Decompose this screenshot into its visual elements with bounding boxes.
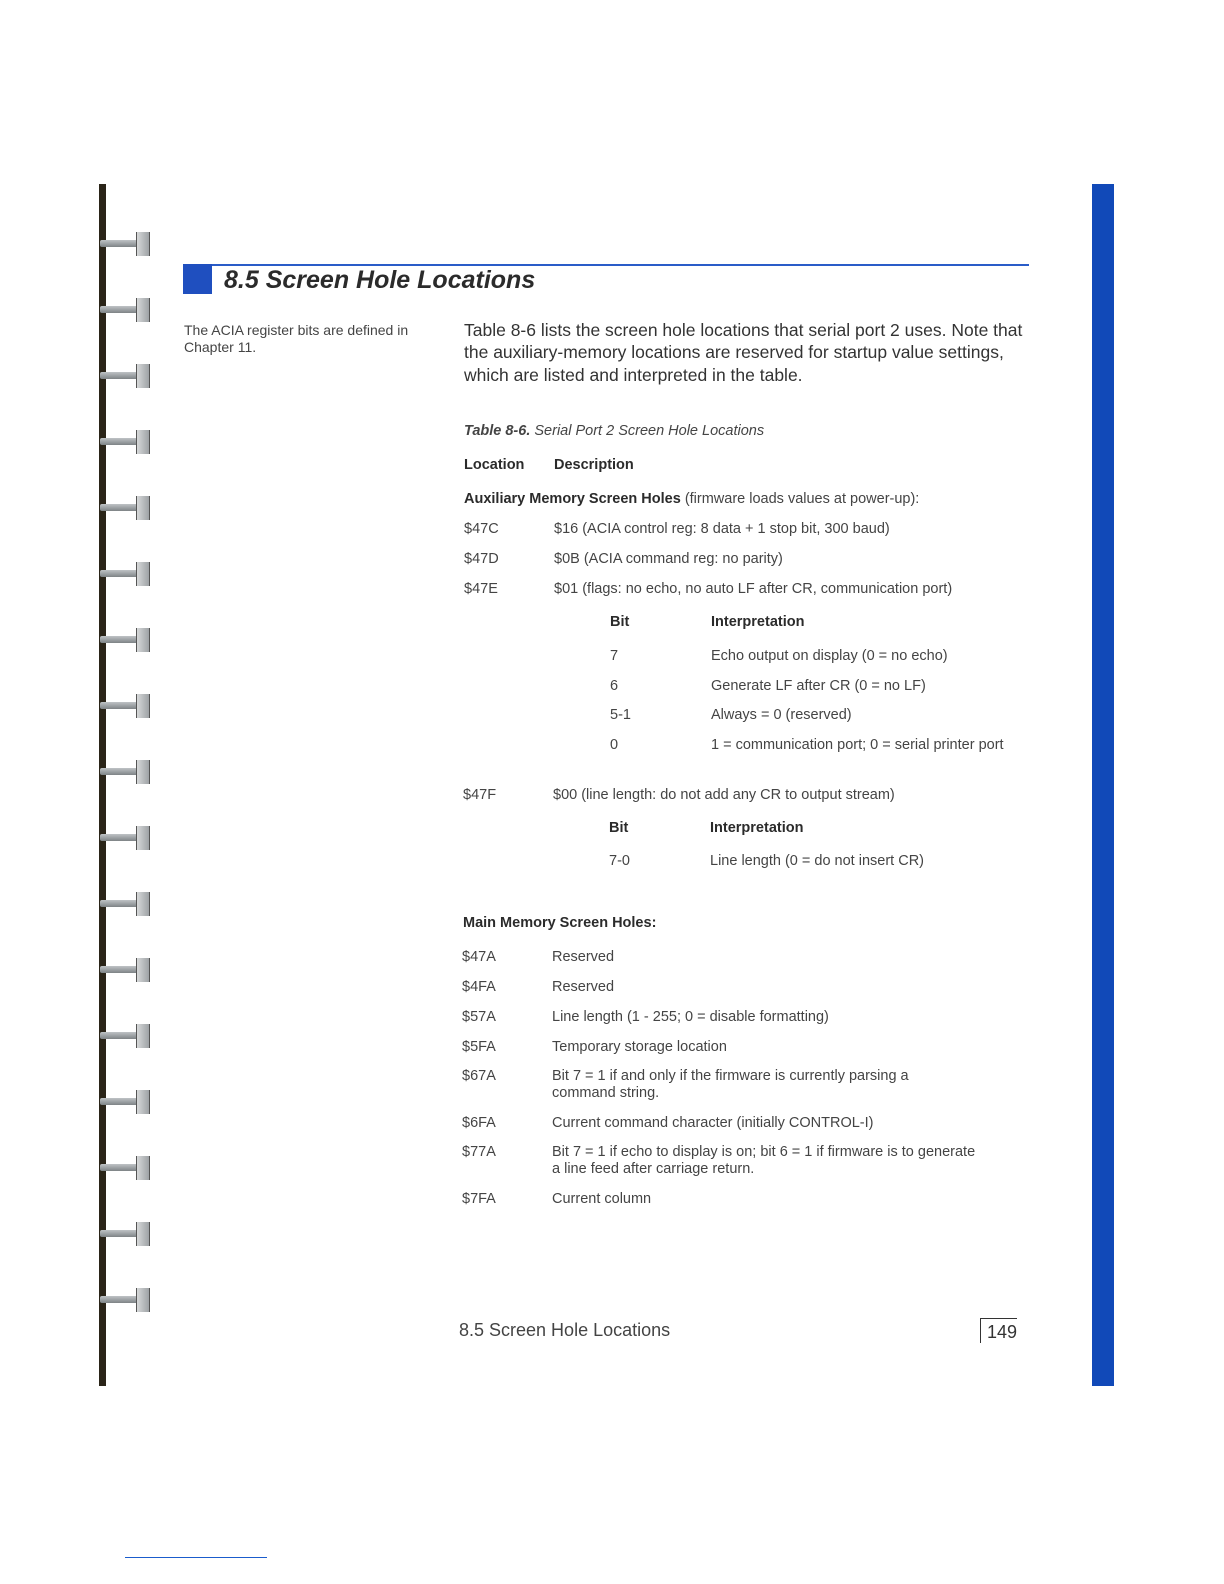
aux-description: $0B (ACIA command reg: no parity) (554, 551, 783, 567)
binding-coil (100, 760, 150, 786)
binding-coil (100, 562, 150, 588)
interpretation-header: Interpretation (711, 614, 805, 630)
table-caption-label: Table 8-6. (464, 423, 531, 439)
bit-interpretation: Always = 0 (reserved) (711, 707, 852, 723)
table-caption-text: Serial Port 2 Screen Hole Locations (530, 423, 765, 439)
interpretation-header: Interpretation (710, 820, 804, 836)
section-title: 8.5 Screen Hole Locations (224, 266, 536, 294)
aux-description: $00 (line length: do not add any CR to output stream) (553, 787, 895, 803)
aux-location: $47C (464, 521, 499, 537)
footer-section-title: 8.5 Screen Hole Locations (459, 1320, 671, 1340)
bit-interpretation: Line length (0 = do not insert CR) (710, 853, 924, 869)
binding-coil (100, 298, 150, 324)
description-header: Description (554, 457, 634, 473)
aux-section-note: (firmware loads values at power-up): (680, 491, 920, 507)
main-location: $5FA (462, 1039, 496, 1055)
main-description: Line length (1 - 255; 0 = disable formatting) (552, 1009, 829, 1025)
binding-coil (100, 1222, 150, 1248)
aux-description: $01 (flags: no echo, no auto LF after CR, communication port) (554, 581, 953, 597)
bottom-rule (125, 1557, 267, 1558)
bit-value: 7 (610, 648, 619, 664)
main-location: $7FA (462, 1191, 496, 1207)
main-description: Current column (552, 1191, 652, 1207)
heading-marker (183, 264, 212, 294)
page-edge-tab (1092, 184, 1114, 1386)
page-number: 149 (980, 1318, 1017, 1343)
aux-location: $47D (464, 551, 499, 567)
main-section-title: Main Memory Screen Holes: (463, 915, 657, 931)
main-location: $6FA (462, 1115, 496, 1131)
main-location: $57A (462, 1009, 496, 1025)
table-caption (464, 423, 764, 439)
bit-header: Bit (609, 820, 629, 836)
bit-interpretation: 1 = communication port; 0 = serial printer port (711, 737, 1004, 753)
binding-coil (100, 1288, 150, 1314)
bit-interpretation: Generate LF after CR (0 = no LF) (711, 678, 926, 694)
main-description: Bit 7 = 1 if and only if the firmware is currently parsing a command string. (552, 1068, 909, 1101)
bit-value: 0 (610, 737, 619, 753)
main-location: $4FA (462, 979, 496, 995)
binding-coil (100, 1090, 150, 1116)
aux-location: $47E (464, 581, 498, 597)
main-location: $67A (462, 1068, 496, 1084)
binding-coil (100, 364, 150, 390)
binding-coil (100, 496, 150, 522)
intro-paragraph: Table 8-6 lists the screen hole locations that serial port 2 uses. Note that the auxiliary-memory locations are reserved for startup value settings, which are listed and interpreted in the table. (464, 320, 1023, 385)
main-description: Bit 7 = 1 if echo to display is on; bit 6 = 1 if firmware is to generate a line feed after carriage return. (552, 1144, 976, 1177)
aux-location: $47F (463, 787, 497, 803)
margin-note: The ACIA register bits are defined in Chapter 11. (184, 322, 409, 355)
main-location: $47A (462, 949, 496, 965)
location-header: Location (464, 457, 525, 473)
binding-coil (100, 628, 150, 654)
bit-interpretation: Echo output on display (0 = no echo) (711, 648, 948, 664)
binding-coil (100, 826, 150, 852)
main-location: $77A (462, 1144, 496, 1160)
binding-coil (100, 1156, 150, 1182)
main-description: Temporary storage location (552, 1039, 727, 1055)
main-description: Reserved (552, 979, 615, 995)
binding-coil (100, 1024, 150, 1050)
binding-coil (100, 232, 150, 258)
bit-value: 7-0 (609, 853, 630, 869)
aux-description: $16 (ACIA control reg: 8 data + 1 stop bit, 300 baud) (554, 521, 890, 537)
binding-coil (100, 892, 150, 918)
bit-value: 6 (610, 678, 619, 694)
main-description: Current command character (initially CONTROL-I) (552, 1115, 874, 1131)
binding-coil (100, 694, 150, 720)
binding-coil (100, 958, 150, 984)
aux-section-title: Auxiliary Memory Screen Holes (464, 491, 681, 507)
main-description: Reserved (552, 949, 615, 965)
binding-coil (100, 430, 150, 456)
aux-section-heading (464, 491, 919, 508)
bit-header: Bit (610, 614, 630, 630)
bit-value: 5-1 (610, 707, 631, 723)
